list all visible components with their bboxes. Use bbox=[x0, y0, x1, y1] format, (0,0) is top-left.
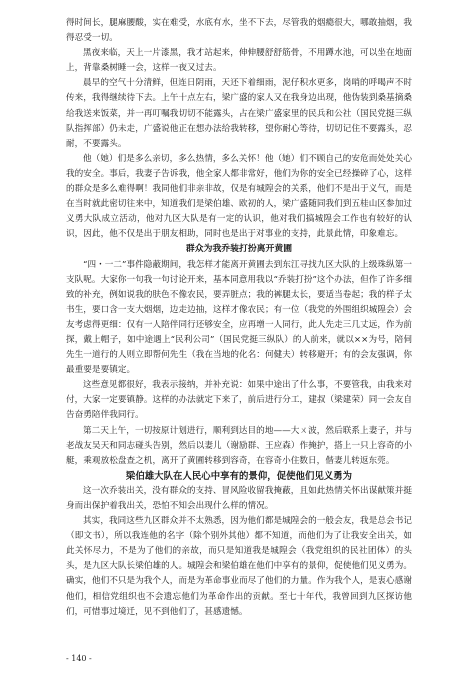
paragraph: 他（她）们是多么亲切，多么热情，多么关怀！他（她）们不顾自己的安危而处处关心我的安全。事后，我妻子告诉我，他全家人都非常好，他们为你的安全已经操碎了心，这样的群众是多么难得啊！我同他们非亲非故，仅是有城隍会的关系，他们不是出于义气，而是在当时就此密切往来中，知道我们是梁伯雄、欧初的人，梁广盛随同我们到五桂山区参加过义勇大队成立活动，他对九区大队是有一定的认识，他对我们搞城隍会工作也有较好的认识，因此，他不仅是出于朋友相助，同时也是出于对事业的支持，此景此情，印象难忘。 bbox=[66, 153, 412, 240]
paragraph: 晨早的空气十分清鲜，但连日阴雨，天还下着细雨，泥仔积水更多，岗哨的呼喝声不时传来，我得继续待下去。上午十点左右，梁广盛的家人又在我身边出现，他伪装到桑基摘桑给我送来饭菜，并一再叮嘱我切切不能露头，占在梁广盛家里的民兵和公社（国民党挺三纵队指挥部）仍未走，广盛说他正在想办法给我转移，望你耐心等待，切切记住不要露头，忍耐，不要露头。 bbox=[66, 78, 412, 149]
paragraph: 这一次乔装出关，没有群众的支持、冒风险收留我掩蔽，且如此热情关怀出谋献策并挺身而出保护着我出关，恐怕不知会出现什么样的情况。 bbox=[66, 485, 412, 511]
paragraph: 这些意见都很好，我表示接纳，并补充说：如果中途出了什么事，不要管我，由我来对付，大家一定要镇静。这样的办法就定下来了，前后进行分工，建叔（梁建荣）同一会友自告奋勇陪伴我同行。 bbox=[66, 380, 412, 421]
paragraph: 其实，我同这些九区群众并不太熟悉，因为他们都是城隍会的一般会友，我是总会书记（即文书），所以我连他的名字（除个别外其他）都不知道，而他们为了让我安全出关，如此关怀尽力，不是为了他们的亲故，而只是知道我是城隍会（我党组织的民社团体）的头头，是九区大队长梁伯雄的人。城隍会和梁伯雄在他们中享有的景仰，促使他们见义勇为。确实，他们不只是为我个人，而是为革命事业而尽了他们的力量。作为我个人，是衷心感谢他们，相信党组织也不会遗忘他们为革命作出的贡献。至七十年代，我曾回到九区探访他们，可惜事过境迁，见不到他们了，甚感遗憾。 bbox=[66, 516, 412, 617]
section-heading: 群众为我乔装打扮离开黄圃 bbox=[185, 244, 293, 255]
paragraph: 黑夜来临，天上一片漆黑，我才站起来，伸伸腰舒舒筋骨，不用蹲水池，可以坐在地面上，背靠桑树睡一会，这样一夜又过去。 bbox=[66, 48, 412, 74]
document-page bbox=[66, 16, 412, 620]
paragraph: “四・一二”事件隐蔽期间，我怎样才能离开黄圃去到东江寻找九区大队的上级珠纵第一支队呢。大家你一句我一句讨论开来，基本同意用我以“乔装打扮”这个办法，但作了许多细致的补充，例如说我的肤色不像农民，要弄脏点；我的裤腿太长，要适当卷起；我的样子太书生，要口含一支大烟烟，边走边抽，这样才像农民；有一位（我党的外围组织城隍会）会友考虑得更细：仅有一人陪伴同行还够安全，应再增一人同行，此人先走三几丈远，作为前探，戴上帽子，如中途遇上“民利公司”（国民党挺三纵队）的人前来，就以××为号，陪伺先生一道行的人则立即帮何先生（我在当地的化名：何健夫）转移避开；有的会友强调，你最重要是要镇定。 bbox=[66, 259, 412, 376]
page-number: - 140 - bbox=[66, 654, 92, 663]
paragraph-continuation: 得时间长，腿麻腰酸，实在难受，水底有水，坐不下去，尽管我的烟瘾很大，哪敢抽烟，我得忍受一切。 bbox=[66, 18, 412, 44]
section-heading: 梁伯雄大队在人民心中享有的景仰，促使他们见义勇为 bbox=[125, 470, 353, 482]
paragraph: 第二天上午，一切按原计划进行，顺利到达目的地——大ㄨ波，然后联系上妻子，并与老战友吴天和同志碰头告别，然后以妻儿（谢励群、王应森）作掩护，搭上一只上容奇的小艇，乘观放松盘查之机，离开了黄圃转移到容奇，在容奇小住数日，偕妻儿转返东莞。 bbox=[66, 425, 412, 466]
